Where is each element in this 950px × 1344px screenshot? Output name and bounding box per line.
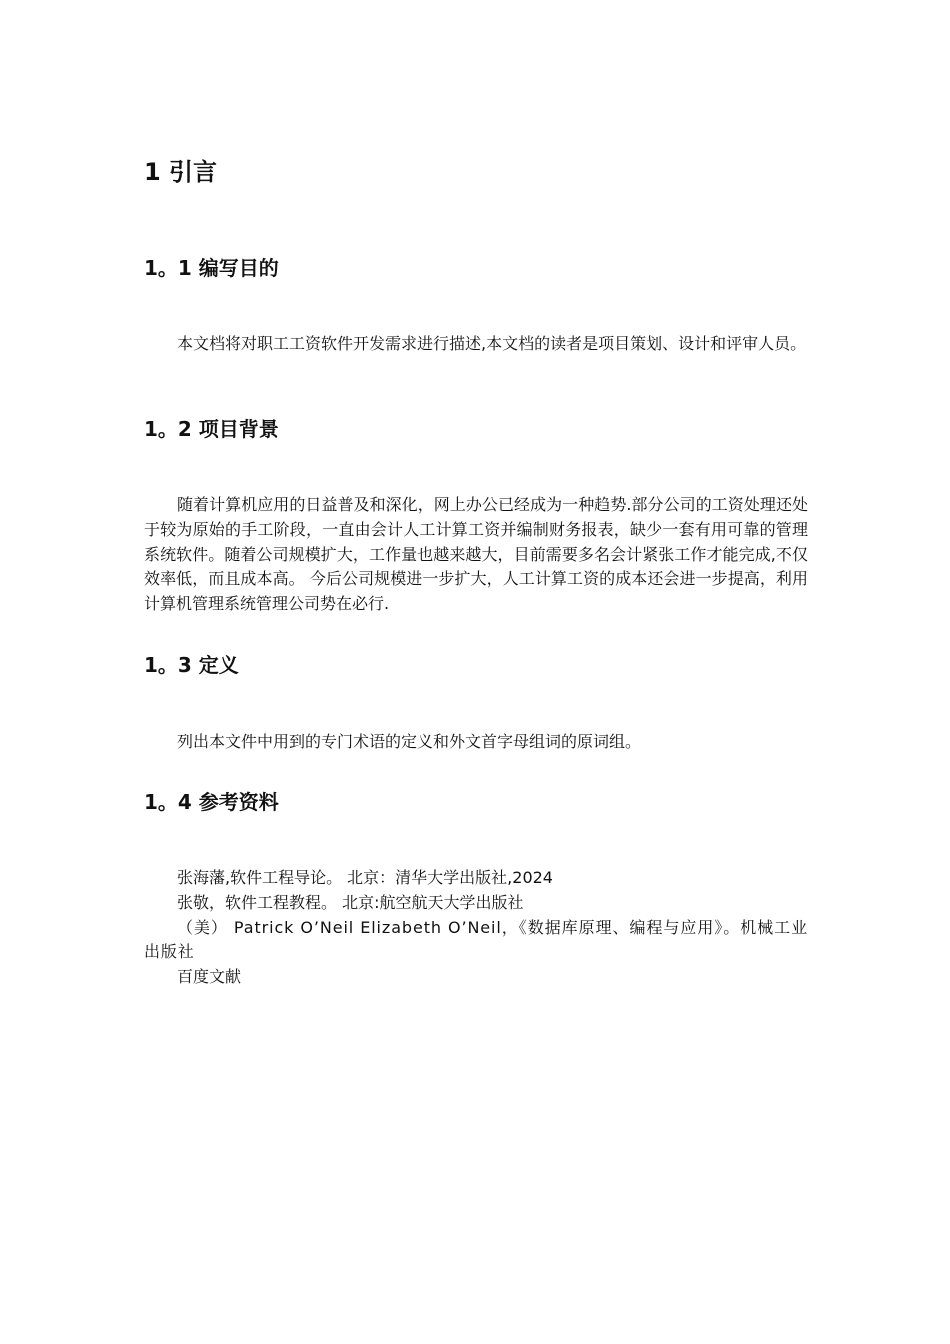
reference-item: （美） Patrick O’Neil Elizabeth O’Neil，《数据库原理、编程与应用》。机械工业出版社: [144, 917, 808, 962]
section-body-definitions: 列出本文件中用到的专门术语的定义和外文首字母组词的原词组。: [177, 732, 642, 751]
section-body-background: 随着计算机应用的日益普及和深化，网上办公已经成为一种趋势.部分公司的工资处理还处于较为原始的手工阶段，一直由会计人工计算工资并编制财务报表，缺少一套有用可靠的管理系统软件。随着公司规模扩大，工作量也越来越大，目前需要多名会计紧张工作才能完成,不仅效率低，而且成本高。 今后公司规模进一步扩大，人工计算工资的成本还会进一步提高，利用计算机管理系统管理公司势在必行.: [144, 495, 808, 614]
reference-item: 张海藩,软件工程导论。 北京：清华大学出版社,2024: [177, 868, 553, 887]
reference-item: 百度文献: [177, 967, 242, 987]
chapter-title: 1 引言: [144, 158, 218, 186]
section-heading-definitions: 1。3 定义: [144, 653, 239, 677]
reference-list: [144, 866, 808, 990]
section-body-purpose: 本文档将对职工工资软件开发需求进行描述,本文档的读者是项目策划、设计和评审人员。: [177, 334, 807, 353]
section-heading-background: 1。2 项目背景: [144, 417, 279, 441]
section-heading-purpose: 1。1 编写目的: [144, 256, 279, 280]
reference-item: 张敬，软件工程教程。 北京:航空航天大学出版社: [177, 892, 524, 912]
section-heading-references: 1。4 参考资料: [144, 790, 279, 814]
